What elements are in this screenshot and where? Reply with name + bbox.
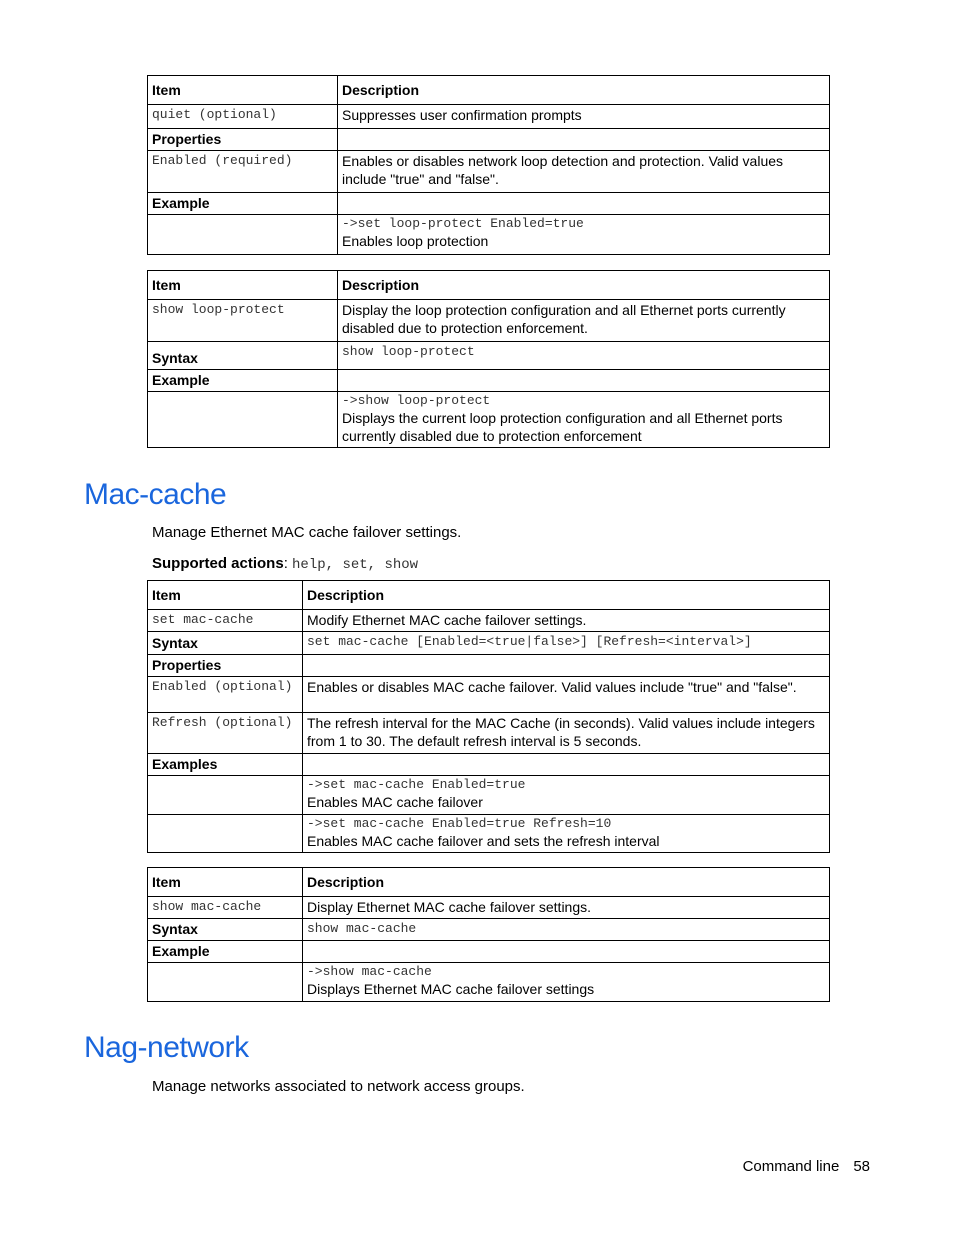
example-command: ->show mac-cache bbox=[307, 964, 432, 979]
enabled-description: Enables or disables MAC cache failover. Valid values include "true" and "false". bbox=[303, 677, 830, 713]
example-description: Enables loop protection bbox=[342, 233, 489, 249]
header-item: Item bbox=[148, 868, 303, 897]
show-loop-protect-table bbox=[147, 270, 830, 448]
header-description: Description bbox=[338, 271, 830, 300]
quiet-item: quiet (optional) bbox=[148, 105, 338, 129]
example-command: ->set loop-protect Enabled=true bbox=[342, 216, 584, 231]
quiet-description: Suppresses user confirmation prompts bbox=[338, 105, 830, 129]
nag-network-heading: Nag-network bbox=[84, 1031, 249, 1064]
supported-actions-label: Supported actions bbox=[152, 555, 284, 572]
page-number: 58 bbox=[853, 1158, 870, 1175]
refresh-description: The refresh interval for the MAC Cache (in seconds). Valid values include integers from 1 to 30. The default refresh interval is 5 seconds. bbox=[303, 713, 830, 754]
example-1-command: ->set mac-cache Enabled=true bbox=[307, 777, 526, 792]
enabled-item: Enabled (required) bbox=[148, 151, 338, 193]
set-mac-cache-table bbox=[147, 580, 830, 853]
set-mac-cache-description: Modify Ethernet MAC cache failover settings. bbox=[303, 610, 830, 632]
example-label: Example bbox=[148, 193, 338, 215]
syntax-command: show loop-protect bbox=[338, 342, 830, 370]
header-item: Item bbox=[148, 271, 338, 300]
set-mac-cache-item: set mac-cache bbox=[148, 610, 303, 632]
header-description: Description bbox=[303, 581, 830, 610]
example-2-description: Enables MAC cache failover and sets the refresh interval bbox=[307, 833, 660, 849]
syntax-command: show mac-cache bbox=[303, 919, 830, 941]
example-command: ->show loop-protect bbox=[342, 393, 491, 408]
header-description: Description bbox=[303, 868, 830, 897]
mac-cache-heading: Mac-cache bbox=[84, 478, 227, 511]
properties-label: Properties bbox=[148, 655, 303, 677]
show-loop-protect-item: show loop-protect bbox=[148, 300, 338, 342]
example-label: Example bbox=[148, 370, 338, 392]
enabled-item: Enabled (optional) bbox=[148, 677, 303, 713]
header-item: Item bbox=[148, 581, 303, 610]
syntax-label: Syntax bbox=[148, 919, 303, 941]
syntax-command: set mac-cache [Enabled=<true|false>] [Refresh=<interval>] bbox=[303, 632, 830, 655]
header-item: Item bbox=[148, 76, 338, 105]
syntax-label: Syntax bbox=[148, 342, 338, 370]
page-footer bbox=[743, 1158, 870, 1175]
refresh-item: Refresh (optional) bbox=[148, 713, 303, 754]
show-mac-cache-description: Display Ethernet MAC cache failover settings. bbox=[303, 897, 830, 919]
show-mac-cache-item: show mac-cache bbox=[148, 897, 303, 919]
header-description: Description bbox=[338, 76, 830, 105]
enabled-description: Enables or disables network loop detection and protection. Valid values include "true" and "false". bbox=[338, 151, 830, 193]
examples-label: Examples bbox=[148, 754, 303, 776]
nag-network-intro: Manage networks associated to network access groups. bbox=[152, 1078, 525, 1095]
supported-actions-values: help, set, show bbox=[292, 557, 419, 573]
footer-section: Command line bbox=[742, 1158, 840, 1175]
properties-label: Properties bbox=[148, 129, 338, 151]
mac-cache-intro: Manage Ethernet MAC cache failover settings. bbox=[152, 524, 462, 541]
supported-actions bbox=[152, 555, 418, 573]
supported-actions-separator: : bbox=[283, 555, 293, 572]
example-1-description: Enables MAC cache failover bbox=[307, 794, 483, 810]
set-loop-protect-table bbox=[147, 75, 830, 255]
syntax-label: Syntax bbox=[148, 632, 303, 655]
example-label: Example bbox=[148, 941, 303, 963]
example-2-command: ->set mac-cache Enabled=true Refresh=10 bbox=[307, 816, 612, 831]
example-description: Displays the current loop protection configuration and all Ethernet ports currently disabled due to protection enforcement bbox=[342, 410, 783, 444]
show-mac-cache-table bbox=[147, 867, 830, 1002]
show-loop-protect-description: Display the loop protection configuration and all Ethernet ports currently disabled due to protection enforcement. bbox=[338, 300, 830, 342]
example-description: Displays Ethernet MAC cache failover settings bbox=[307, 981, 595, 997]
